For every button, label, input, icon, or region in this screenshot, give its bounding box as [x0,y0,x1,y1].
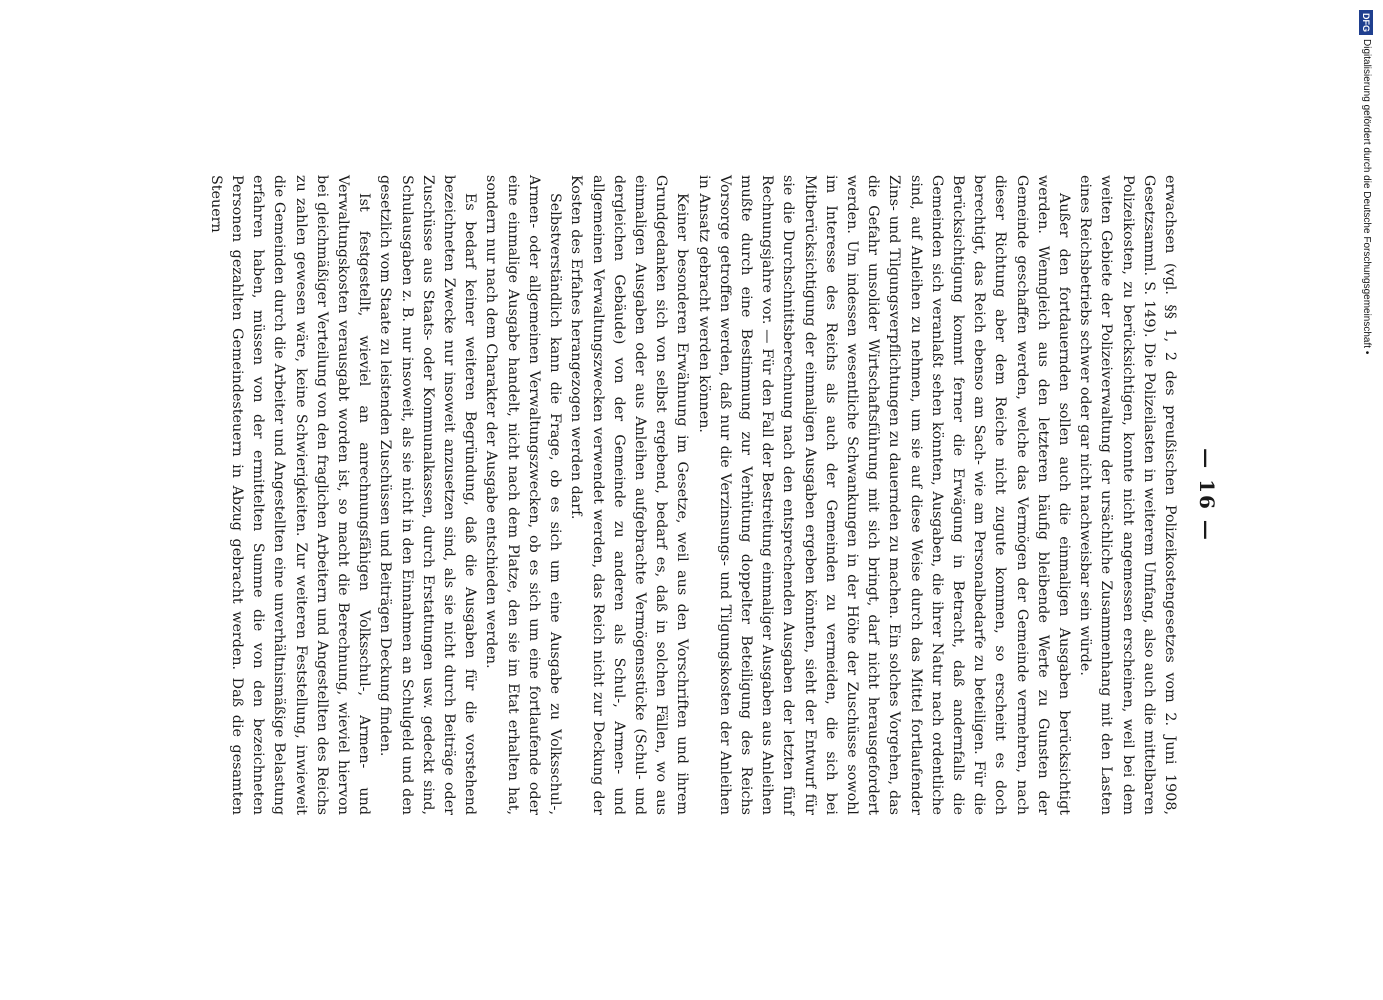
digitization-credit [1355,10,1377,390]
paragraph-2: Außer den fortdauernden sollen auch die einmaligen Ausgaben berücksichtigt werden. Wenngleich aus den letzteren häufig bleibende Werte zu Gunsten der Gemeinde geschaffen werden, welche das Vermögen der Gemeinde vermehren, nach dieser Richtung aber dem Reiche nicht zugute kommen, so erscheint es doch berechtigt, das Reich ebenso am Sach- wie am Personalbedarfe zu beteiligen. Für die Berücksichtigung kommt ferner die Erwägung in Betracht, daß andernfalls die Gemeinden sich veranlaßt sehen könnten, Ausgaben, die ihrer Natur nach ordentliche sind, auf Anleihen zu nehmen, um sie auf diese Weise durch das Mittel fortlaufender Zins- und Tilgungsverpflichtungen zu dauernden zu machen. Ein solches Vorgehen, das die Gefahr unsolider Wirtschaftsführung mit sich bringt, darf nicht herausgefordert werden. Um indessen wesentliche Schwankungen in der Höhe der Zuschüsse sowohl im Interesse des Reichs als auch der Gemeinden zu vermeiden, die sich bei Mitberücksichtigung der einmaligen Ausgaben ergeben könnten, sieht der Entwurf für sie die Durchschnittsberechnung nach den entsprechenden Ausgaben der letzten fünf Rechnungsjahre vor. — Für den Fall der Bestreitung einmaliger Ausgaben aus Anleihen mußte durch eine Bestimmung zur Verhütung doppelter Beteiligung des Reichs Vorsorge getroffen werden, daß nur die Verzinsungs- und Tilgungskosten der Anleihen in Ansatz gebracht werden können. [695,175,1072,815]
dfg-logo: DFG [1359,10,1373,35]
paragraph-4: Selbstverständlich kann die Frage, ob es sich um eine Ausgabe zu Volksschul-, Armen- oder allgemeinen Verwaltungszwecken, ob es sich um eine fortlaufende oder eine einmalige Ausgabe handelt, nicht nach dem Platze, den sie im Etat erhalten hat, sondern nur nach dem Charakter der Ausgabe entschieden werden. [483,175,564,815]
paragraph-5: Es bedarf keiner weiteren Begründung, daß die Ausgaben für die vorstehend bezeichneten Zwecke nur insoweit anzusetzen sind, als sie nicht durch Beiträge oder Zuschüsse aus Staats- oder Kommunalkassen, durch Erstattungen usw. gedeckt sind, Schulausgaben z. B. nur insoweit, als sie nicht in den Einnahmen an Schulgeld und den gesetzlich vom Staate zu leistenden Zuschüssen und Beiträgen Deckung finden. [377,175,479,815]
paragraph-6: Ist festgestellt, wieviel an anrechnungsfähigen Volksschul-, Armen- und Verwaltungskosten verausgabt worden ist, so macht die Berechnung, wieviel hiervon bei gleichmäßiger Verteilung von den fraglichen Arbeitern und Angestellten des Reichs zu zahlen gewesen wäre, keine Schwierigkeiten. Zur weiteren Feststellung, inwieweit die Gemeinden durch die Arbeiter und Angestellten eine unverhältnismäßige Belastung erfahren haben, müssen von der ermittelten Summe die von den bezeichneten Personen gezahlten Gemeindesteuern in Abzug gebracht werden. Daß die gesamten Steuern [207,175,373,815]
rotated-page [160,175,1220,815]
credit-text: Digitalisierung gefördert durch die Deutsche Forschungsgemeinschaft • [1361,39,1372,355]
paragraph-1: erwachsen (vgl. §§ 1, 2 des preußischen Polizeikostengesetzes vom 2. Juni 1908, Gesetzsamml. S. 149). Die Polizeilasten in weiterem Umfang, also auch die mittelbaren Polizeikosten, zu berücksichtigen, konnte nicht angemessen erscheinen, weil bei dem weiten Gebiete der Polizeiverwaltung der ursächliche Zusammenhang mit den Lasten eines Reichsbetriebs schwer oder gar nicht nachweisbar sein würde. [1077,175,1178,815]
paragraph-3: Keiner besonderen Erwähnung im Gesetze, weil aus den Vorschriften und ihrem Grundgedanken sich von selbst ergebend, bedarf es, daß in solchen Fällen, wo aus einmaligen Ausgaben oder aus Anleihen aufgebrachte Vermögensstücke (Schul- und dergleichen Gebäude) von der Gemeinde zu anderen als Schul-, Armen- und allgemeinen Verwaltungszwecken verwendet werden, das Reich nicht zur Deckung der Kosten des Erfahes herangezogen werden darf. [568,175,691,815]
page-number: — 16 — [1195,448,1219,542]
body-text [205,175,1180,815]
